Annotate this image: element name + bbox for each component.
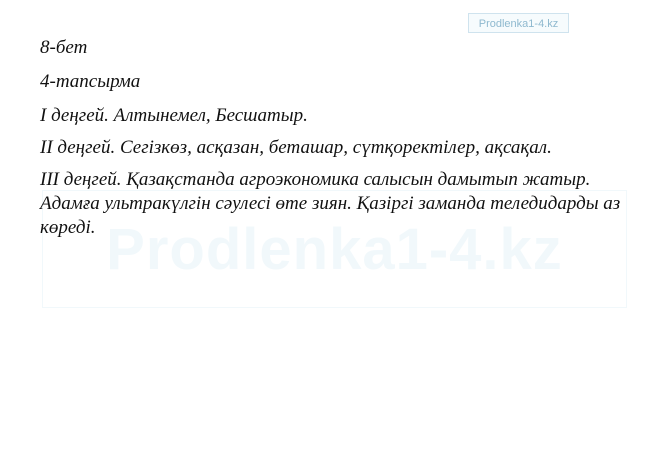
watermark-background: Prodlenka1-4.kz: [42, 190, 627, 308]
level-2-answer: ІІ деңгей. Сегізкөз, асқазан, беташар, сүтқоректілер, ақсақал.: [40, 137, 552, 158]
level-1-answer: І деңгей. Алтынемел, Бесшатыр.: [40, 105, 308, 126]
answer-block: [40, 36, 630, 248]
watermark-badge: Prodlenka1-4.kz: [468, 13, 569, 33]
level-3-answer: ІІІ деңгей. Қазақстанда агроэкономика салысын дамытып жатыр. Адамға ультракүлгін сәулесі өте зиян. Қазіргі заманда теледидарды аз көреді.: [40, 169, 621, 238]
page-number: 8-бет: [40, 37, 88, 58]
task-title: 4-тапсырма: [40, 71, 141, 92]
